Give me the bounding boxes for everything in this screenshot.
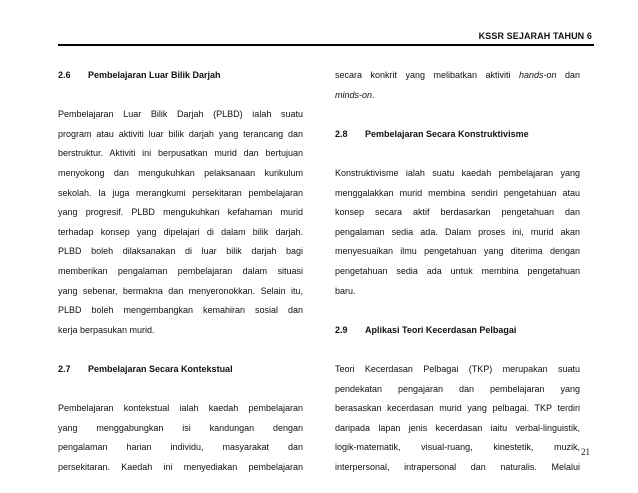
text-line: berasaskan kecerdasan murid yang pelbagai. TKP terdiri [335, 403, 580, 414]
text-line: PLBD boleh dilaksanakan di luar bilik darjah bagi [58, 246, 303, 257]
text-line [335, 66, 580, 86]
text-line: terhadap konsep yang dipelajari di dalam bilik darjah. [58, 226, 303, 237]
text-line: Teori Kecerdasan Pelbagai (TKP) merupakan suatu [335, 363, 580, 374]
text-line: persekitaran. Kaedah ini menyediakan pembelajaran [58, 461, 303, 472]
paragraph-kontekstual [58, 399, 303, 477]
text-line: menyokong dan mengukuhkan pelaksanaan kurikulum [58, 167, 303, 178]
section-number: 2.9 [335, 324, 348, 335]
spacer [335, 144, 580, 164]
section-number: 2.7 [58, 363, 71, 374]
section-number: 2.6 [58, 70, 71, 80]
italic-term: minds-on [335, 89, 373, 100]
text-line: program atau aktiviti luar bilik darjah yang terancang dan [58, 128, 303, 139]
left-column [58, 66, 303, 477]
text-line: Pembelajaran kontekstual ialah kaedah pembelajaran [58, 403, 303, 414]
text-span: . [372, 89, 375, 100]
spacer [58, 340, 303, 360]
text-line: berstruktur. Aktiviti ini berpusatkan murid dan bertujuan [58, 148, 303, 159]
header-title: KSSR SEJARAH TAHUN 6 [478, 31, 592, 41]
paragraph-plbd [58, 105, 303, 340]
text-line: yang menggabungkan isi kandungan dengan [58, 422, 303, 433]
text-line: Konstruktivisme ialah suatu kaedah pembelajaran yang [335, 167, 580, 178]
spacer [58, 86, 303, 106]
section-heading-2-6 [58, 66, 303, 86]
text-line: interpersonal, intrapersonal dan naturalis. Melalui [335, 461, 580, 472]
section-number: 2.8 [335, 128, 348, 139]
text-line: daripada lapan jenis kecerdasan iaitu verbal-linguistik, [335, 422, 580, 433]
section-heading-2-7 [58, 360, 303, 380]
spacer [335, 105, 580, 125]
text-line: memberikan pengalaman pembelajaran dalam situasi [58, 265, 303, 276]
text-line: konsep secara aktif berdasarkan pengetahuan dan [335, 207, 580, 218]
section-title: Aplikasi Teori Kecerdasan Pelbagai [365, 324, 517, 335]
text-line: menyesuaikan ilmu pengetahuan yang diterima dengan [335, 246, 580, 257]
spacer [58, 380, 303, 400]
text-line: pengalaman harian individu, masyarakat dan [58, 442, 303, 453]
text-line: logik-matematik, visual-ruang, kinestetik, muzik, [335, 442, 580, 453]
text-line: menggalakkan murid membina sendiri pengetahuan atau [335, 187, 580, 198]
spacer [335, 301, 580, 321]
text-line: Pembelajaran Luar Bilik Darjah (PLBD) ialah suatu [58, 109, 303, 120]
paragraph-konstruktivisme [335, 164, 580, 301]
italic-term: hands-on [518, 70, 557, 80]
section-title: Pembelajaran Secara Kontekstual [88, 363, 233, 374]
header-rule [58, 44, 594, 46]
text-line: sekolah. Ia juga merangkumi persekitaran pembelajaran [58, 187, 303, 198]
text-line: PLBD boleh mengembangkan kemahiran sosial dan [58, 305, 303, 316]
paragraph-continuation [335, 66, 580, 105]
text-line: baru. [335, 285, 356, 296]
text-line: yang sebenar, bermakna dan menyeronokkan. Selain itu, [58, 285, 303, 296]
section-title: Pembelajaran Secara Konstruktivisme [365, 128, 529, 139]
text-line: pengetahuan sedia ada untuk membina pengetahuan [335, 265, 580, 276]
text-span: secara konkrit yang melibatkan aktiviti [335, 70, 511, 80]
spacer [335, 340, 580, 360]
paragraph-kecerdasan-pelbagai [335, 360, 580, 478]
text-line: yang progresif. PLBD mengukuhkan kefahaman murid [58, 207, 303, 218]
right-column [335, 66, 580, 477]
text-line: pengalaman sedia ada. Dalam proses ini, murid akan [335, 226, 580, 237]
text-line: pendekatan pengajaran dan pembelajaran yang [335, 383, 580, 394]
text-line: kerja berpasukan murid. [58, 324, 155, 335]
section-title: Pembelajaran Luar Bilik Darjah [88, 70, 221, 80]
text-line [335, 86, 580, 106]
text-span: dan [564, 70, 580, 80]
section-heading-2-9 [335, 321, 580, 341]
page-number: 21 [581, 447, 590, 457]
section-heading-2-8 [335, 125, 580, 145]
